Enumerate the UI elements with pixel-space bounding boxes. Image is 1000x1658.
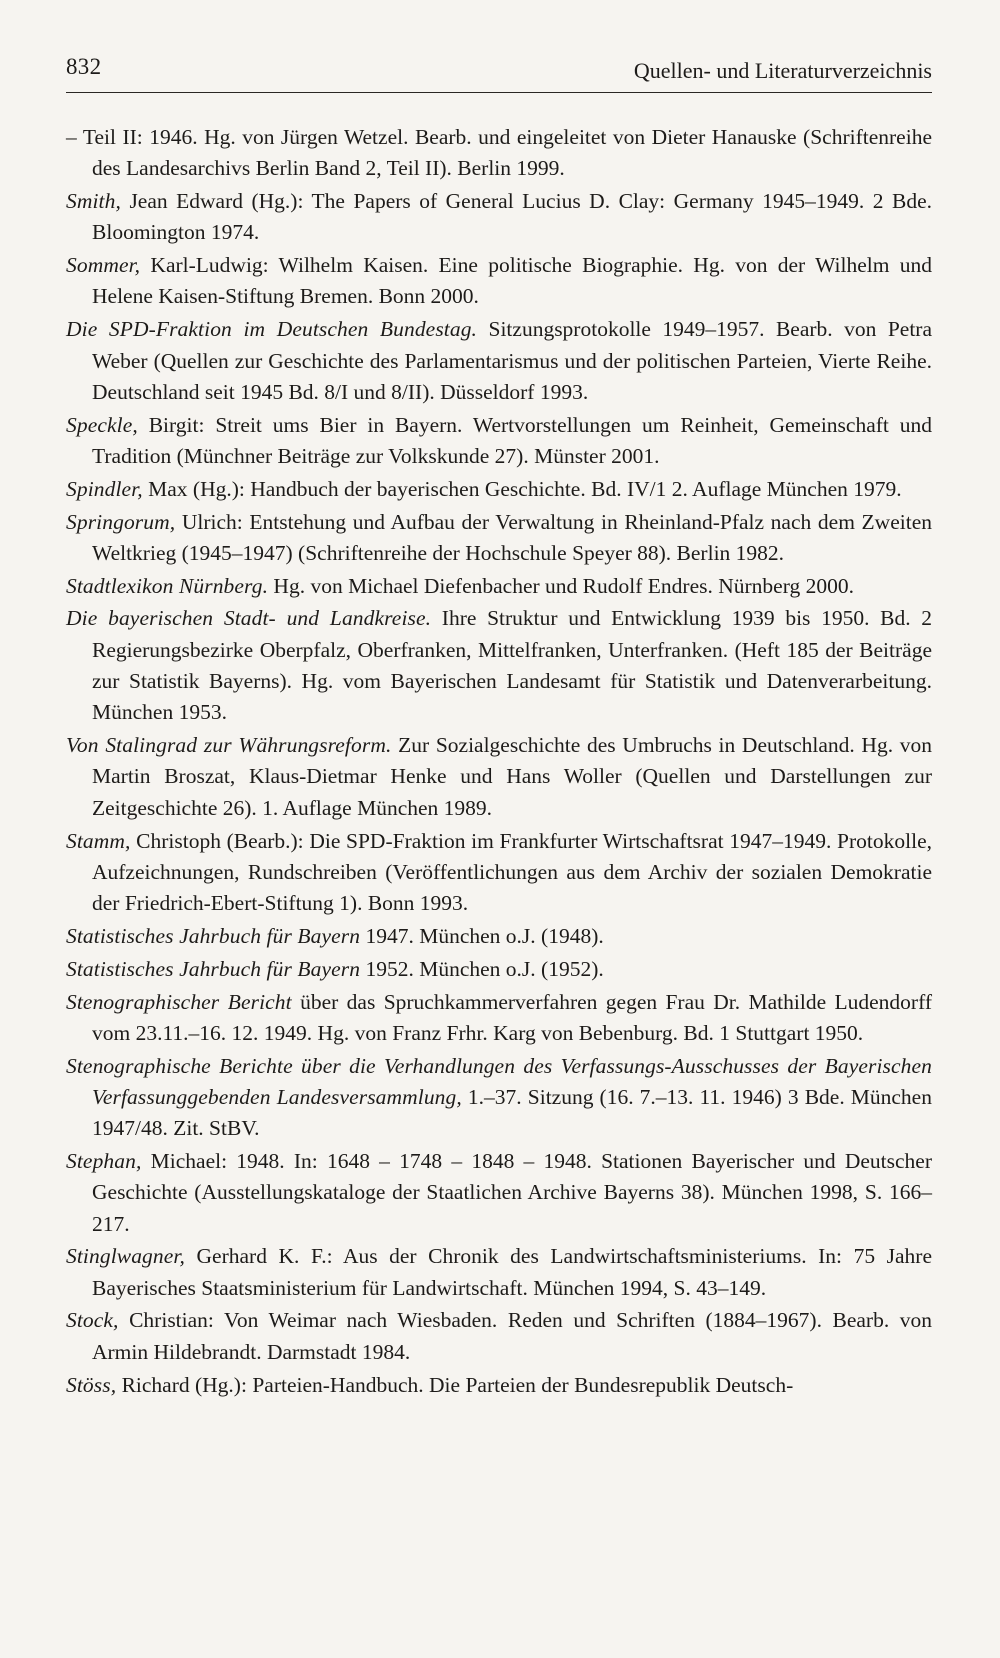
entry-text: Karl-Ludwig: Wilhelm Kaisen. Eine politische Biographie. Hg. von der Wilhelm und Helene Kaisen-Stiftung Bremen. Bonn 2000. xyxy=(92,253,932,309)
entry-title-italic: Stenographischer Bericht xyxy=(66,989,292,1014)
entry-title-italic: Die bayerischen Stadt- und Landkreise. xyxy=(66,606,432,631)
page-number: 832 xyxy=(66,54,102,79)
entry-title-italic: Von Stalingrad zur Währungsreform. xyxy=(66,733,392,758)
bibliography-entry xyxy=(66,474,932,505)
entry-title-italic: Statistisches Jahrbuch für Bayern xyxy=(66,923,361,948)
bibliography-entry xyxy=(66,1305,932,1368)
bibliography-entry xyxy=(66,1051,932,1145)
entry-text: Christian: Von Weimar nach Wiesbaden. Reden und Schriften (1884–1967). Bearb. von Armin Hildebrandt. Darmstadt 1984. xyxy=(92,1308,932,1364)
entry-text: Michael: 1948. In: 1648 – 1748 – 1848 – 1948. Stationen Bayerischer und Deutscher Geschichte (Ausstellungskataloge der Staatlichen Archive Bayerns 38). München 1998, S. 166–217. xyxy=(92,1149,932,1236)
entry-text: Ihre Struktur und Entwicklung 1939 bis 1950. Bd. 2 Regierungsbezirke Oberpfalz, Oberfranken, Mittelfranken, Unterfranken. (Heft 185 der Beiträge zur Statistik Bayerns). Hg. vom Bayerischen Landesamt für Statistik und Datenverarbeitung. München 1953. xyxy=(92,606,933,725)
entry-text: Christoph (Bearb.): Die SPD-Fraktion im Frankfurter Wirtschaftsrat 1947–1949. Protokolle, Aufzeichnungen, Rundschreiben (Veröffentlichungen aus dem Archiv der sozialen Demokratie der Friedrich-Ebert-Stiftung 1). Bonn 1993. xyxy=(92,828,932,916)
bibliography-entry xyxy=(66,826,932,920)
bibliography-entry xyxy=(66,250,932,313)
entry-title-italic: Spindler, xyxy=(66,476,143,501)
entry-text: Sitzungsprotokolle 1949–1957. Bearb. von Petra Weber (Quellen zur Geschichte des Parlamentarismus und der politischen Parteien, Vierte Reihe. Deutschland seit 1945 Bd. 8/I und 8/II). Düsseldorf 1993. xyxy=(92,317,932,404)
entry-title-italic: Stadtlexikon Nürnberg. xyxy=(66,573,269,598)
entry-title-italic: Die SPD-Fraktion im Deutschen Bundestag. xyxy=(66,317,478,342)
page-header xyxy=(66,54,932,93)
bibliography-entry xyxy=(66,507,932,570)
bibliography-entry xyxy=(66,954,932,985)
entry-text: 1.–37. Sitzung (16. 7.–13. 11. 1946) 3 Bde. München 1947/48. Zit. StBV. xyxy=(92,1084,932,1141)
entry-title-italic: Springorum, xyxy=(66,509,176,534)
bibliography-entry xyxy=(66,1241,932,1304)
entry-title-italic: Statistisches Jahrbuch für Bayern xyxy=(66,956,361,981)
bibliography-entry xyxy=(66,122,932,185)
entry-title-italic: Stöss, xyxy=(66,1372,117,1397)
entry-title-italic: Stamm, xyxy=(66,828,131,853)
entry-text: über das Spruchkammerverfahren gegen Frau Dr. Mathilde Ludendorff vom 23.11.–16. 12. 1949. Hg. von Franz Frhr. Karg von Bebenburg. Bd. 1 Stuttgart 1950. xyxy=(92,989,932,1045)
entry-text: Hg. von Michael Diefenbacher und Rudolf Endres. Nürnberg 2000. xyxy=(268,573,854,598)
entry-title-italic: Sommer, xyxy=(66,253,141,278)
bibliography-entry xyxy=(66,410,932,473)
running-head: Quellen- und Literaturverzeichnis xyxy=(633,58,932,83)
entry-text: 1952. München o.J. (1952). xyxy=(360,956,604,981)
bibliography-entry xyxy=(66,571,932,602)
entry-text: Zur Sozialgeschichte des Umbruchs in Deutschland. Hg. von Martin Broszat, Klaus-Dietmar Henke und Hans Woller (Quellen und Darstellungen zur Zeitgeschichte 26). 1. Auflage München 1989. xyxy=(92,733,933,820)
bibliography-entry xyxy=(66,921,932,952)
entry-title-italic: Stenographische Berichte über die Verhandlungen des Verfassungs-Ausschusses der Bayerischen Verfassunggebenden Landesversammlung, xyxy=(66,1053,932,1109)
entry-title-italic: Smith, xyxy=(66,189,121,214)
bibliography-entry xyxy=(66,186,932,249)
bibliography-entry xyxy=(66,730,932,824)
entry-text: – Teil II: 1946. Hg. von Jürgen Wetzel. Bearb. und eingeleitet von Dieter Hanauske (Schriftenreihe des Landesarchivs Berlin Band 2, Teil II). Berlin 1999. xyxy=(66,125,932,181)
bibliography-entry xyxy=(66,1146,932,1240)
entry-text: Richard (Hg.): Parteien-Handbuch. Die Parteien der Bundesrepublik Deutsch- xyxy=(116,1372,794,1397)
bibliography-entry xyxy=(66,1370,932,1401)
entry-title-italic: Speckle, xyxy=(66,412,138,437)
entry-text: Max (Hg.): Handbuch der bayerischen Geschichte. Bd. IV/1 2. Auflage München 1979. xyxy=(142,476,902,501)
entry-title-italic: Stephan, xyxy=(66,1149,142,1173)
bibliography-entry xyxy=(66,314,932,408)
entry-text: Birgit: Streit ums Bier in Bayern. Wertvorstellungen um Reinheit, Gemeinschaft und Tradition (Münchner Beiträge zur Volkskunde 27). Münster 2001. xyxy=(92,412,932,468)
bibliography-entry xyxy=(66,987,932,1050)
entry-title-italic: Stinglwagner, xyxy=(66,1244,185,1269)
bibliography-entry xyxy=(66,603,932,728)
entry-text: Ulrich: Entstehung und Aufbau der Verwaltung in Rheinland-Pfalz nach dem Zweiten Weltkrieg (1945–1947) (Schriftenreihe der Hochschule Speyer 88). Berlin 1982. xyxy=(92,509,932,565)
entry-title-italic: Stock, xyxy=(66,1308,119,1333)
entry-text: Gerhard K. F.: Aus der Chronik des Landwirtschaftsministeriums. In: 75 Jahre Bayerisches Staatsministerium für Landwirtschaft. München 1994, S. 43–149. xyxy=(92,1244,932,1300)
entry-text: Jean Edward (Hg.): The Papers of General Lucius D. Clay: Germany 1945–1949. 2 Bde. Bloomington 1974. xyxy=(92,189,932,245)
entry-text: 1947. München o.J. (1948). xyxy=(360,923,604,948)
bibliography-list xyxy=(66,122,932,1402)
